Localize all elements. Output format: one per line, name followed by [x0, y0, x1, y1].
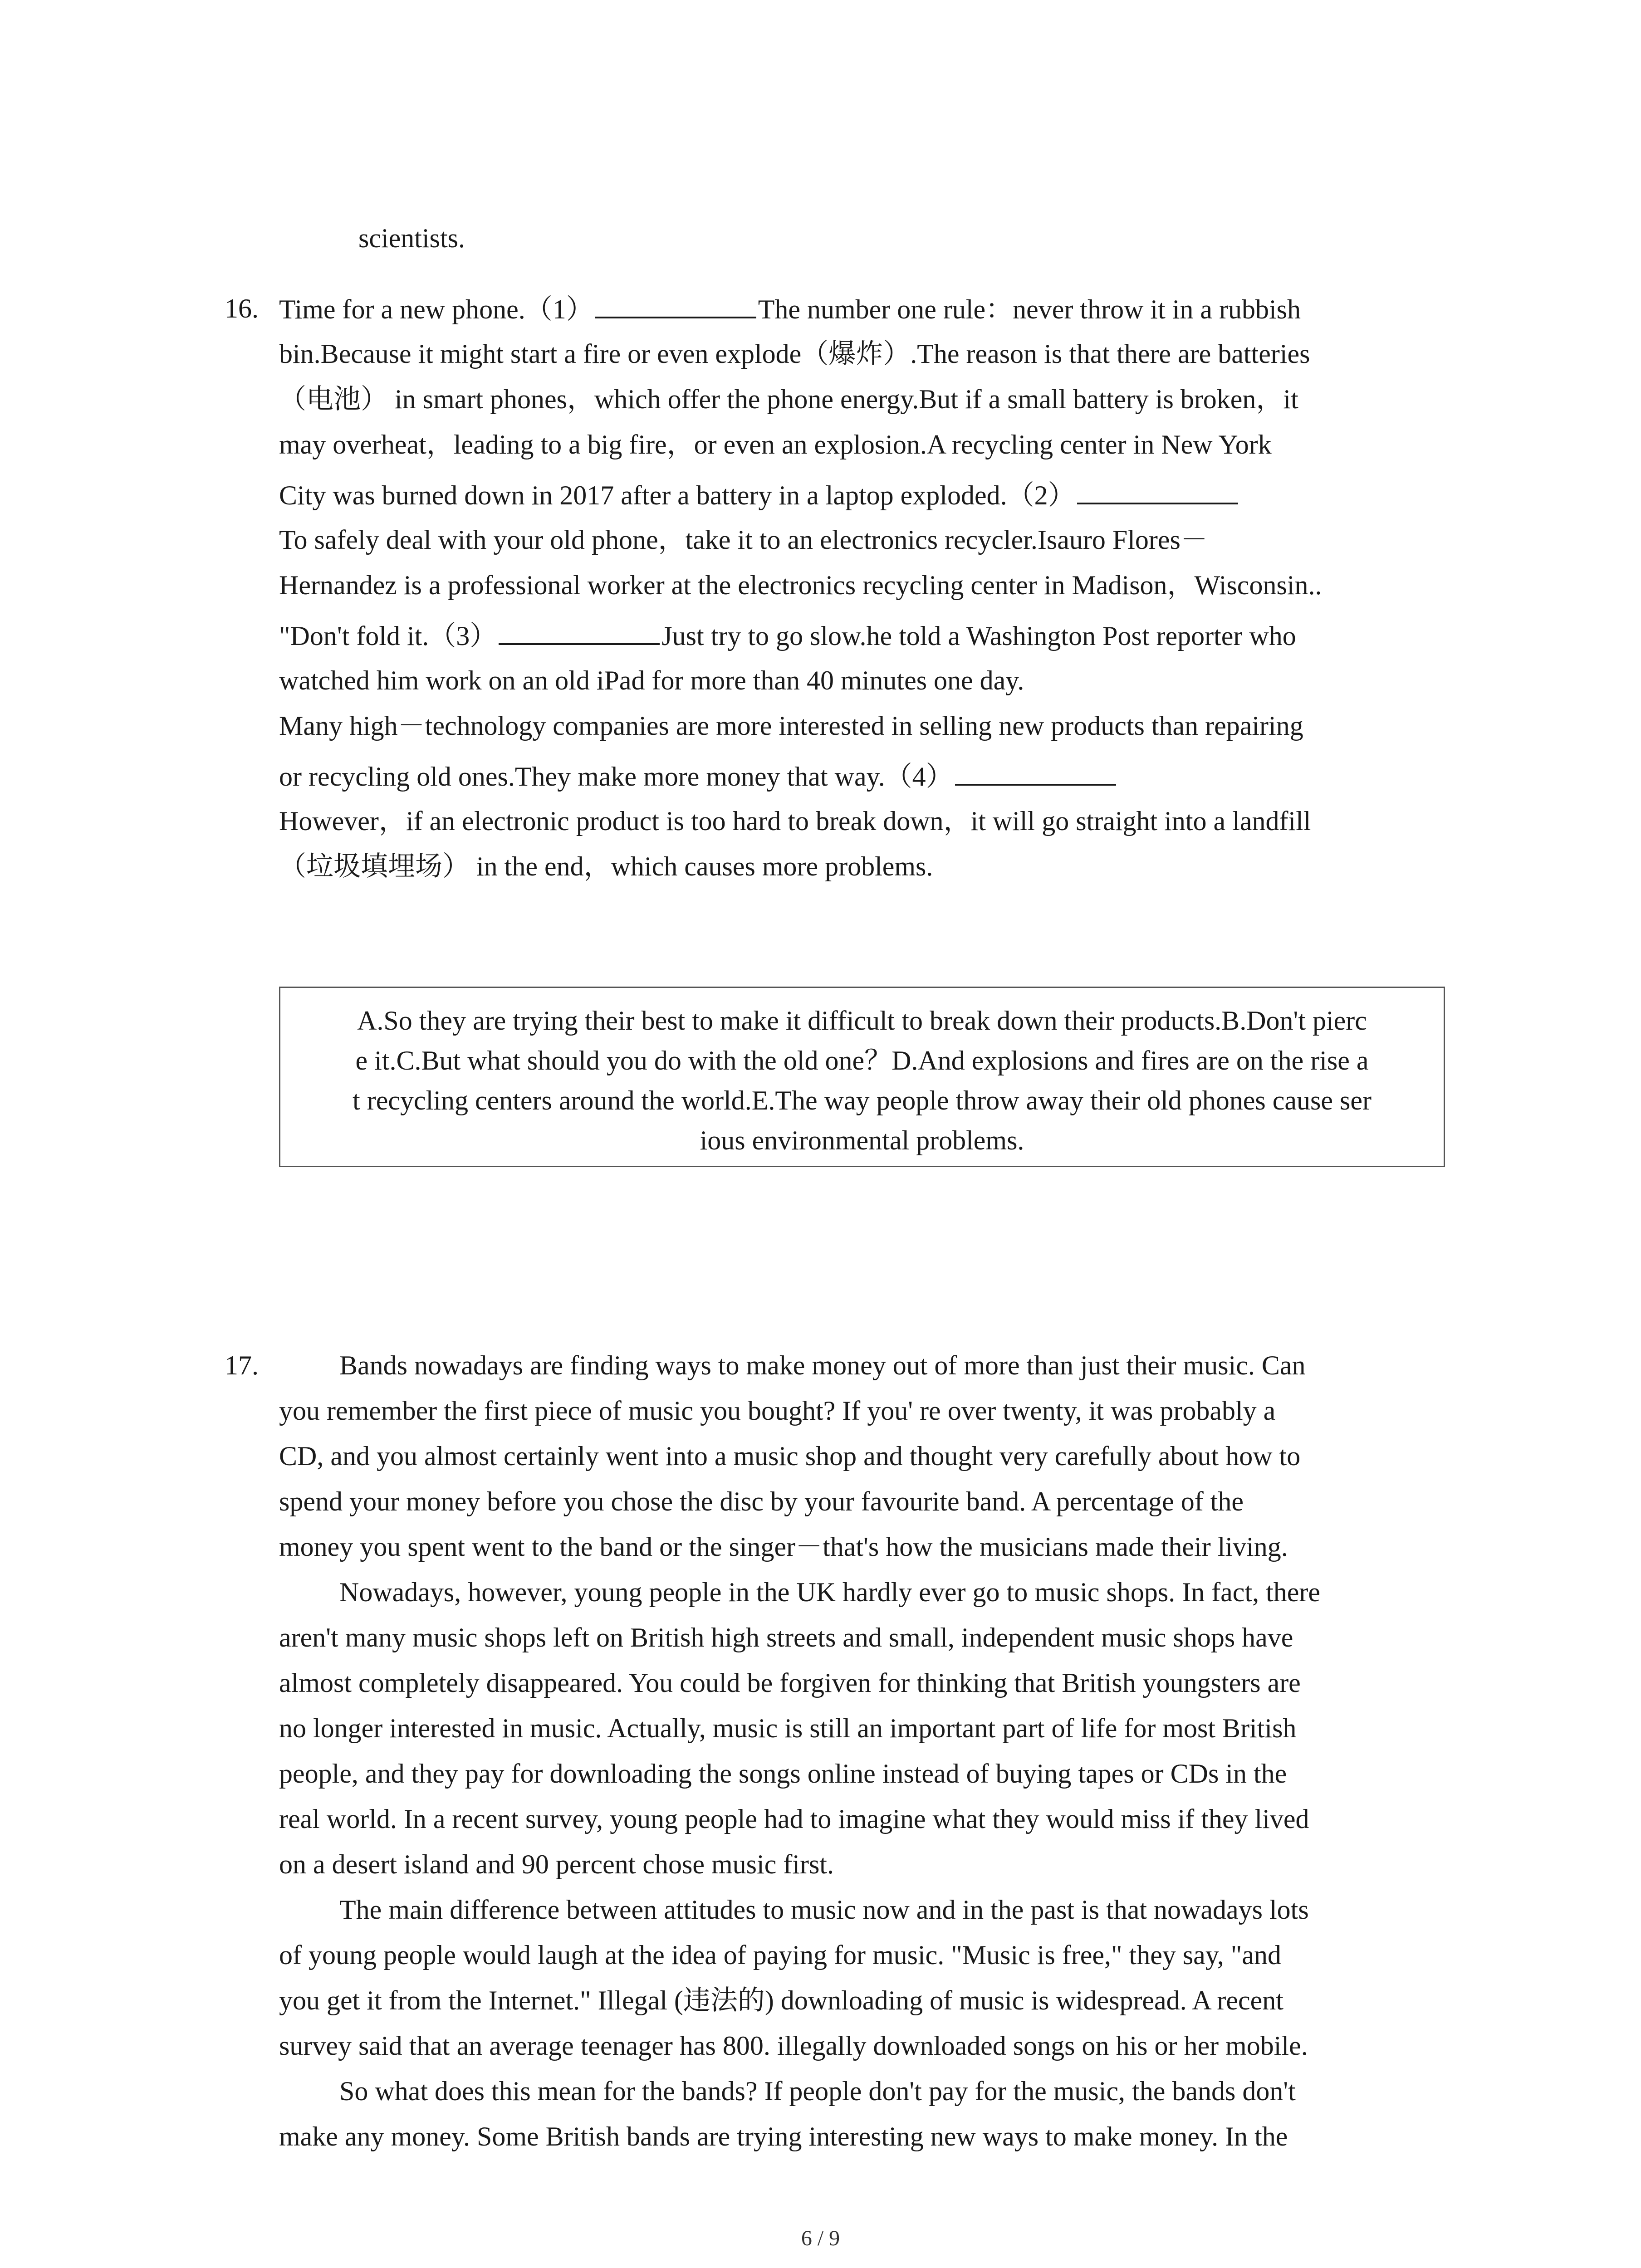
blank-2[interactable]	[1077, 476, 1238, 504]
q16-line-13: （垃圾填埋场） in the end，which causes more problems.	[279, 851, 933, 881]
q17-line-1: Bands nowadays are finding ways to make money out of more than just their music. Can	[339, 1350, 1306, 1380]
q16-line-3: （电池） in smart phones，which offer the phone energy.But if a small battery is broken，it	[279, 384, 1298, 414]
q17-line-11: real world. In a recent survey, young people had to imagine what they would miss if they lived	[279, 1804, 1309, 1834]
q16-line-8-text-b: Just try to go slow.he told a Washington Post reporter who	[661, 621, 1296, 651]
q17-line-15: you get it from the Internet." Illegal (违法的) downloading of music is widespread. A recent	[279, 1985, 1283, 2015]
option-line-2: e it.C.But what should you do with the old one？D.And explosions and fires are on the rise a	[355, 1046, 1369, 1075]
q16-line-1-text-b: The number one rule：never throw it in a rubbish	[758, 294, 1301, 324]
q17-line-16: survey said that an average teenager has 800. illegally downloaded songs on his or her mobile.	[279, 2031, 1308, 2061]
q17-line-3: CD, and you almost certainly went into a music shop and thought very carefully about how to	[279, 1441, 1301, 1471]
q16-line-5-text: City was burned down in 2017 after a battery in a laptop exploded.（2）	[279, 480, 1075, 510]
continued-text: scientists.	[358, 223, 465, 253]
q17-line-14: of young people would laugh at the idea of paying for music. "Music is free," they say, "and	[279, 1940, 1282, 1970]
option-line-3: t recycling centers around the world.E.The way people throw away their old phones cause ser	[353, 1085, 1372, 1115]
options-box	[279, 987, 1445, 1167]
q17-line-13: The main difference between attitudes to music now and in the past is that nowadays lots	[339, 1895, 1309, 1925]
q16-line-11	[279, 758, 1118, 795]
page-number: 6 / 9	[801, 2226, 840, 2250]
q17-line-4: spend your money before you chose the disc by your favourite band. A percentage of the	[279, 1486, 1244, 1516]
q17-line-6: Nowadays, however, young people in the UK hardly ever go to music shops. In fact, there	[339, 1577, 1321, 1607]
q17-line-9: no longer interested in music. Actually, music is still an important part of life for most British	[279, 1713, 1297, 1743]
option-line-4: ious environmental problems.	[700, 1125, 1024, 1155]
q17-line-2: you remember the first piece of music you bought? If you' re over twenty, it was probably a	[279, 1396, 1276, 1426]
q17-line-10: people, and they pay for downloading the songs online instead of buying tapes or CDs in the	[279, 1759, 1287, 1789]
q16-line-12: However，if an electronic product is too hard to break down，it will go straight into a landfill	[279, 806, 1311, 836]
q16-line-7: Hernandez is a professional worker at the electronics recycling center in Madison，Wisconsin..	[279, 570, 1322, 600]
blank-3[interactable]	[499, 617, 660, 645]
q17-line-5: money you spent went to the band or the singer－that's how the musicians made their living.	[279, 1532, 1288, 1562]
blank-4[interactable]	[955, 758, 1116, 786]
question-16-number: 16.	[225, 293, 259, 323]
q16-line-1	[279, 290, 1301, 327]
blank-1[interactable]	[595, 290, 756, 318]
q17-line-17: So what does this mean for the bands? If people don't pay for the music, the bands don't	[339, 2076, 1296, 2106]
q16-line-1-text-a: Time for a new phone.（1）	[279, 294, 593, 324]
q17-line-8: almost completely disappeared. You could be forgiven for thinking that British youngsters are	[279, 1668, 1301, 1698]
q16-line-10: Many high－technology companies are more interested in selling new products than repairing	[279, 711, 1303, 741]
q17-line-12: on a desert island and 90 percent chose music first.	[279, 1849, 834, 1879]
option-line-1: A.So they are trying their best to make it difficult to break down their products.B.Don't pierc	[357, 1006, 1367, 1036]
q17-line-7: aren't many music shops left on British high streets and small, independent music shops have	[279, 1623, 1293, 1652]
q16-line-8	[279, 617, 1296, 654]
q17-line-18: make any money. Some British bands are trying interesting new ways to make money. In the	[279, 2121, 1288, 2151]
question-17-number: 17.	[225, 1350, 259, 1380]
q16-line-9: watched him work on an old iPad for more than 40 minutes one day.	[279, 665, 1024, 695]
q16-line-4: may overheat，leading to a big fire，or even an explosion.A recycling center in New York	[279, 430, 1272, 459]
q16-line-6: To safely deal with your old phone，take it to an electronics recycler.Isauro Flores－	[279, 525, 1208, 555]
q16-line-2: bin.Because it might start a fire or even explode（爆炸）.The reason is that there are batteries	[279, 339, 1310, 369]
q16-line-11-text: or recycling old ones.They make more money that way.（4）	[279, 762, 953, 792]
q16-line-8-text-a: "Don't fold it.（3）	[279, 621, 497, 651]
q16-line-5	[279, 476, 1240, 513]
